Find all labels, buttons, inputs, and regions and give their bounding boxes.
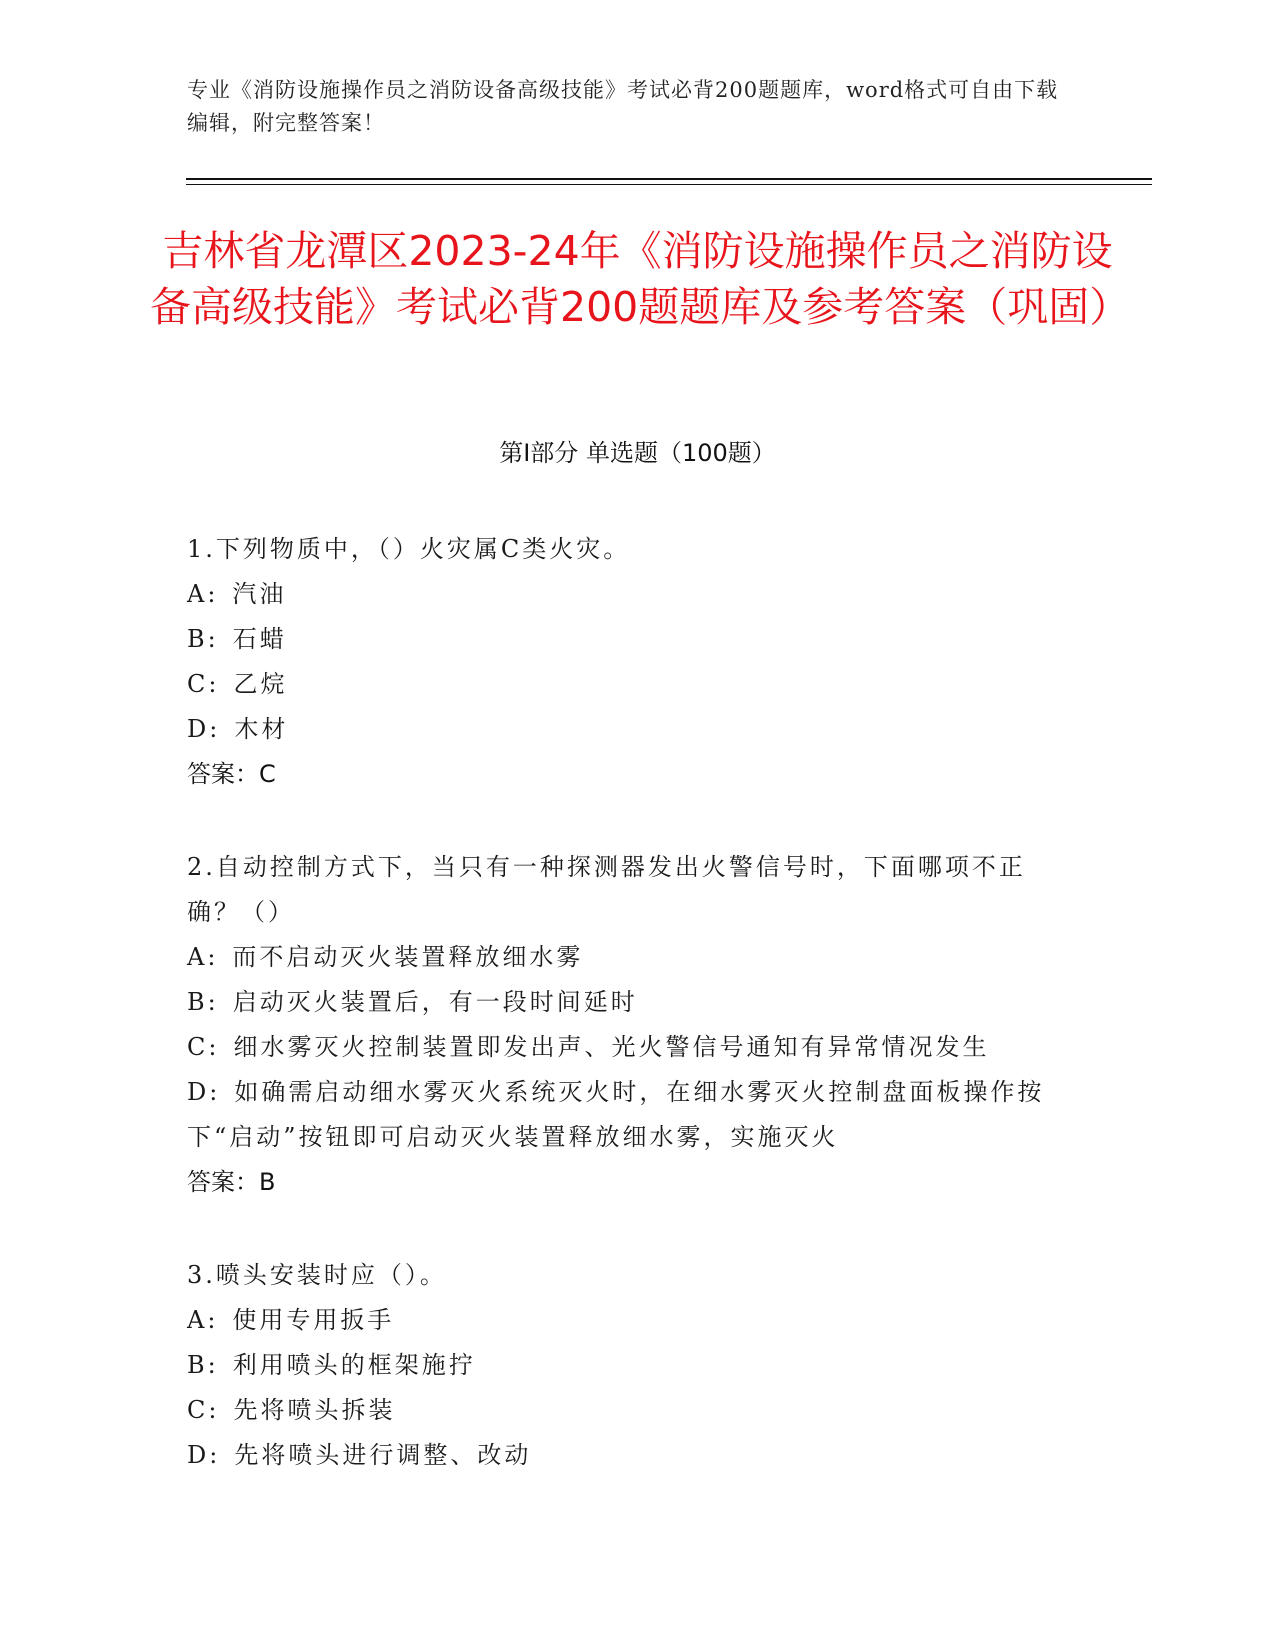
header-divider-thick bbox=[186, 178, 1152, 180]
option-letter: B: bbox=[187, 625, 219, 653]
option-letter: D: bbox=[187, 1441, 221, 1469]
option-b bbox=[187, 980, 1067, 1025]
header-divider-thin bbox=[186, 184, 1152, 185]
question-1 bbox=[187, 527, 1067, 797]
option-a bbox=[187, 572, 1067, 617]
option-letter: D: bbox=[187, 1078, 221, 1106]
option-text: 利用喷头的框架施拧 bbox=[232, 1351, 476, 1379]
option-letter: C: bbox=[187, 670, 220, 698]
option-text: 汽油 bbox=[232, 580, 287, 608]
option-letter: A: bbox=[187, 1306, 219, 1334]
option-text: 先将喷头拆装 bbox=[233, 1396, 396, 1424]
option-letter: A: bbox=[187, 943, 219, 971]
document-title: 吉林省龙潭区2023-24年《消防设施操作员之消防设备高级技能》考试必背200题题库及参考答案（巩固） bbox=[150, 227, 1131, 331]
option-letter: B: bbox=[187, 988, 219, 1016]
option-b bbox=[187, 1343, 1067, 1388]
question-list bbox=[187, 527, 1067, 1526]
option-text: 先将喷头进行调整、改动 bbox=[234, 1441, 532, 1469]
option-text: 如确需启动细水雾灭火系统灭火时，在细水雾灭火控制盘面板操作按下“启动”按钮即可启动灭火装置释放细水雾，实施灭火 bbox=[187, 1078, 1045, 1151]
option-text: 细水雾灭火控制装置即发出声、光火警信号通知有异常情况发生 bbox=[233, 1033, 990, 1061]
answer-line: 答案：B bbox=[187, 1168, 276, 1196]
answer-line: 答案：C bbox=[187, 760, 276, 788]
question-stem: 1.下列物质中，（）火灾属C类火灾。 bbox=[187, 535, 631, 563]
option-d bbox=[187, 707, 1067, 752]
option-text: 启动灭火装置后，有一段时间延时 bbox=[232, 988, 638, 1016]
option-text: 石蜡 bbox=[232, 625, 287, 653]
option-a bbox=[187, 935, 1067, 980]
option-letter: D: bbox=[187, 715, 221, 743]
option-c bbox=[187, 1025, 1067, 1070]
option-letter: C: bbox=[187, 1033, 220, 1061]
option-a bbox=[187, 1298, 1067, 1343]
option-b bbox=[187, 617, 1067, 662]
option-d bbox=[187, 1070, 1067, 1160]
option-d bbox=[187, 1433, 1067, 1478]
option-text: 而不启动灭火装置释放细水雾 bbox=[232, 943, 584, 971]
question-3 bbox=[187, 1253, 1067, 1478]
option-c bbox=[187, 1388, 1067, 1433]
option-letter: A: bbox=[187, 580, 219, 608]
option-text: 木材 bbox=[234, 715, 289, 743]
section-title: 第I部分 单选题（100题） bbox=[499, 439, 776, 467]
option-letter: C: bbox=[187, 1396, 220, 1424]
option-text: 使用专用扳手 bbox=[232, 1306, 395, 1334]
question-stem: 2.自动控制方式下，当只有一种探测器发出火警信号时，下面哪项不正确？（） bbox=[187, 853, 1026, 926]
question-2 bbox=[187, 845, 1067, 1205]
option-text: 乙烷 bbox=[233, 670, 288, 698]
option-c bbox=[187, 662, 1067, 707]
question-stem: 3.喷头安装时应（）。 bbox=[187, 1261, 447, 1289]
option-letter: B: bbox=[187, 1351, 219, 1379]
header-note: 专业《消防设施操作员之消防设备高级技能》考试必背200题题库，word格式可自由下载编辑，附完整答案！ bbox=[187, 78, 1059, 135]
